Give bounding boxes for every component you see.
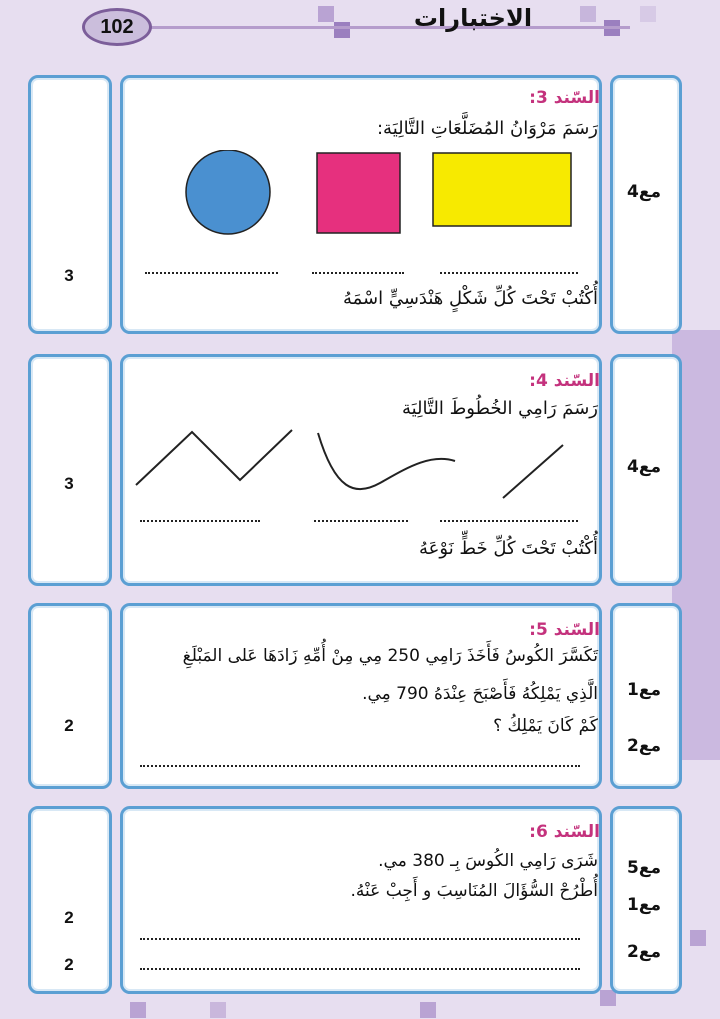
answer-line[interactable]	[140, 520, 260, 522]
section-heading: السّند 6:	[529, 822, 600, 842]
answer-line[interactable]	[145, 272, 278, 274]
score-box-2	[28, 354, 112, 586]
answer-line[interactable]	[312, 272, 404, 274]
section-instruction: رَسَمَ رَامِي الخُطُوطَ التَّالِيَة	[401, 398, 598, 419]
section-instruction: رَسَمَ مَرْوَانُ المُضَلَّعَاتِ التَّالِيَة:	[376, 118, 598, 139]
answer-line[interactable]	[140, 938, 580, 940]
header-line	[130, 26, 630, 29]
problem-question: أُطْرُحْ السُّؤَالَ المُنَاسِبَ و أَجِبْ عَنْهُ.	[350, 881, 598, 901]
circle-shape	[186, 150, 270, 234]
criterion-label: مع2	[627, 736, 661, 756]
answer-line[interactable]	[440, 272, 578, 274]
section-task: أُكْتُبْ تَحْتَ كُلِّ شَكْلٍ هَنْدَسِيٍّ اسْمَهُ	[342, 288, 598, 309]
broken-line	[136, 430, 292, 485]
score-value: 3	[64, 266, 74, 285]
straight-line	[503, 445, 563, 498]
score-value: 2	[64, 955, 74, 974]
page-header	[0, 0, 720, 50]
rectangle-shape	[433, 153, 571, 226]
answer-line[interactable]	[440, 520, 578, 522]
score-value: 3	[64, 474, 74, 493]
criterion-label: مع5	[627, 858, 661, 878]
problem-question: كَمْ كَانَ يَمْلِكُ ؟	[493, 716, 598, 736]
score-value: 2	[64, 908, 74, 927]
criterion-label: مع2	[627, 942, 661, 962]
problem-line: الَّذِي يَمْلِكُهُ فَأَصْبَحَ عِنْدَهُ 790 مِي.	[362, 684, 598, 704]
lines-figure	[130, 425, 580, 505]
score-box-3	[28, 603, 112, 789]
criterion-label: مع4	[627, 457, 661, 477]
square-shape	[317, 153, 400, 233]
page-number: 102	[82, 8, 152, 46]
answer-line[interactable]	[140, 968, 580, 970]
answer-line[interactable]	[314, 520, 408, 522]
score-value: 2	[64, 716, 74, 735]
criteria-box-1	[610, 75, 682, 334]
criterion-label: مع4	[627, 182, 661, 202]
section-heading: السّند 3:	[529, 88, 600, 108]
section-heading: السّند 4:	[529, 371, 600, 391]
criterion-label: مع1	[627, 895, 661, 915]
section-heading: السّند 5:	[529, 620, 600, 640]
score-box-1	[28, 75, 112, 334]
criterion-label: مع1	[627, 680, 661, 700]
curved-line	[318, 433, 455, 489]
problem-line: تَكَسَّرَ الكُوسُ فَأَخَذَ رَامِي 250 مِي مِنْ أُمِّهِ زَادَهَا عَلى المَبْلَغِ	[182, 646, 598, 666]
problem-line: شَرَى رَامِي الكُوسَ بِـ 380 مي.	[378, 851, 598, 871]
page-title: الاختبارات	[413, 4, 533, 32]
section-task: أُكْتُبْ تَحْتَ كُلِّ خَطٍّ نَوْعَهُ	[419, 538, 598, 559]
answer-line[interactable]	[140, 765, 580, 767]
polygons-figure	[180, 150, 580, 240]
